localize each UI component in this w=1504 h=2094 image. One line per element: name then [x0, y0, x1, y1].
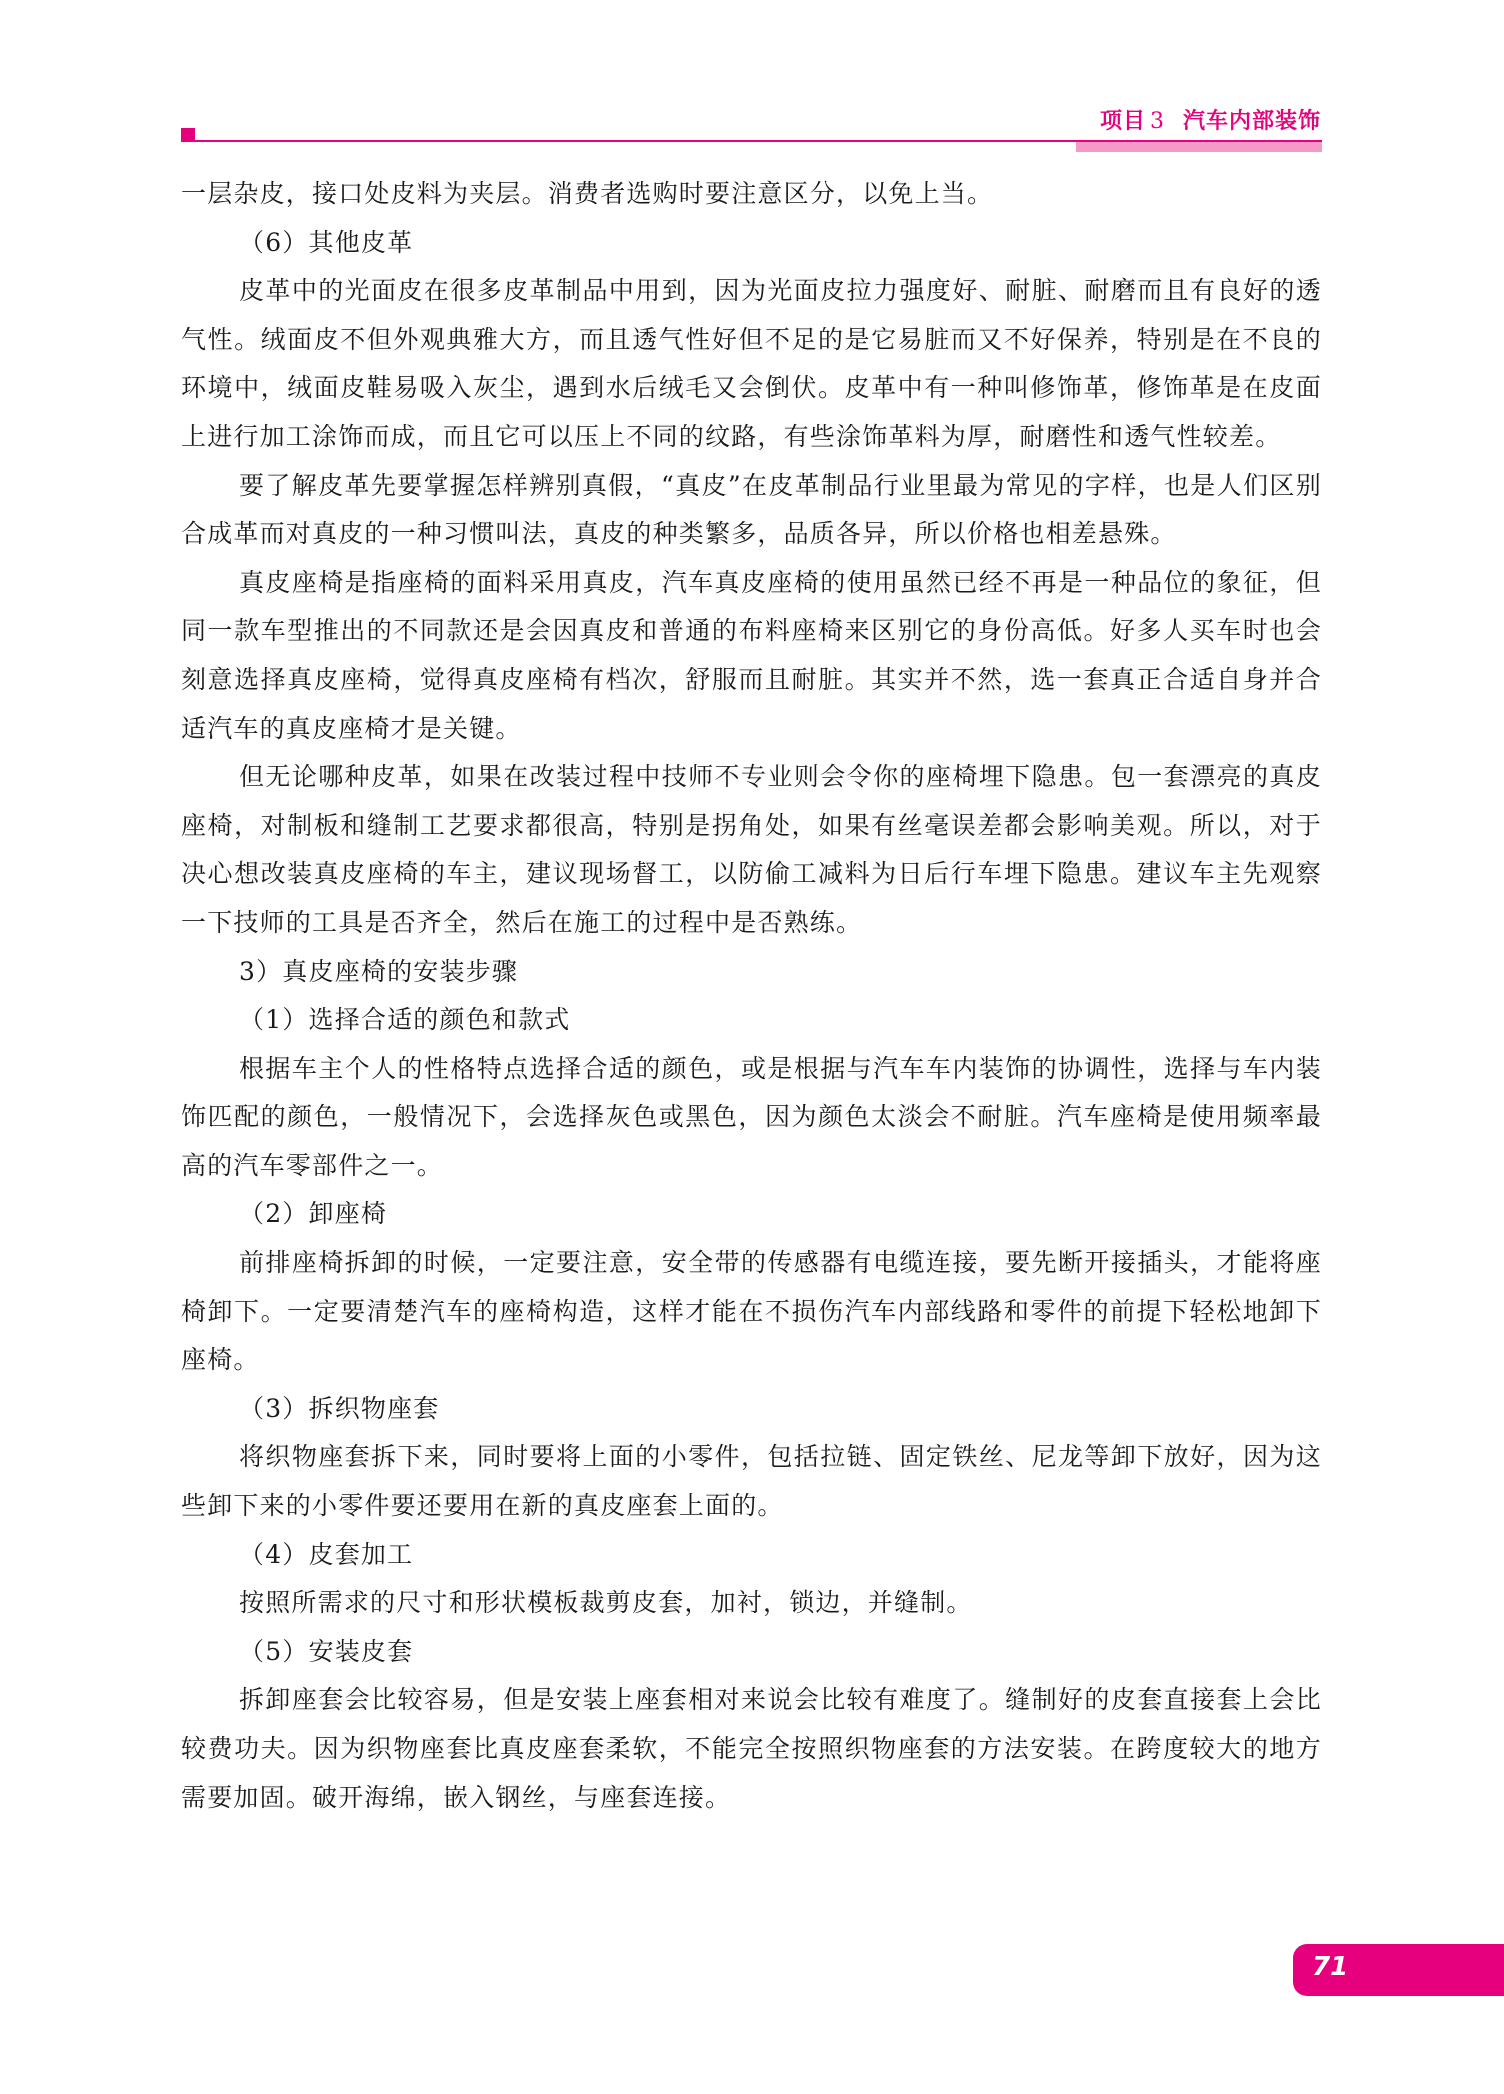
paragraph: 按照所需求的尺寸和形状模板裁剪皮套，加衬，锁边，并缝制。 — [239, 1588, 973, 1618]
paragraph: 要了解皮革先要掌握怎样辨别真假，“真皮”在皮革制品行业里最为常见的字样，也是人们区别合成革而对真皮的一种习惯叫法，真皮的种类繁多，品质各异，所以价格也相差悬殊。 — [181, 470, 1322, 549]
project-number: 3 — [1149, 109, 1165, 134]
subheading-other-leather: （6）其他皮革 — [239, 227, 414, 257]
paragraph: 但无论哪种皮革，如果在改装过程中技师不专业则会令你的座椅埋下隐患。包一套漂亮的真皮座椅，对制板和缝制工艺要求都很高，特别是拐角处，如果有丝毫误差都会影响美观。所以，对于决心想改装真皮座椅的车主，建议现场督工，以防偷工减料为日后行车埋下隐患。建议车主先观察一下技师的工具是否齐全，然后在施工的过程中是否熟练。 — [181, 762, 1322, 937]
subheading-step-5: （5）安装皮套 — [239, 1636, 414, 1666]
project-label: 项目 — [1099, 109, 1146, 134]
page-number: 71 — [1312, 1952, 1349, 1982]
chapter-title: 汽车内部装饰 — [1182, 109, 1321, 134]
section-heading-install-steps: 3）真皮座椅的安装步骤 — [239, 956, 519, 986]
paragraph: 前排座椅拆卸的时候，一定要注意，安全带的传感器有电缆连接，要先断开接插头，才能将座椅卸下。一定要清楚汽车的座椅构造，这样才能在不损伤汽车内部线路和零件的前提下轻松地卸下座椅。 — [181, 1248, 1322, 1375]
subheading-step-2: （2）卸座椅 — [239, 1199, 388, 1229]
page-header — [0, 0, 1504, 160]
subheading-step-1: （1）选择合适的颜色和款式 — [239, 1005, 571, 1035]
paragraph: 皮革中的光面皮在很多皮革制品中用到，因为光面皮拉力强度好、耐脏、耐磨而且有良好的透气性。绒面皮不但外观典雅大方，而且透气性好但不足的是它易脏而又不好保养，特别是在不良的环境中，绒面皮鞋易吸入灰尘，遇到水后绒毛又会倒伏。皮革中有一种叫修饰革，修饰革是在皮面上进行加工涂饰而成，而且它可以压上不同的纹路，有些涂饰革料为厚，耐磨性和透气性较差。 — [181, 276, 1322, 451]
paragraph: 拆卸座套会比较容易，但是安装上座套相对来说会比较有难度了。缝制好的皮套直接套上会比较费功夫。因为织物座套比真皮座套柔软，不能完全按照织物座套的方法安装。在跨度较大的地方需要加固。破开海绵，嵌入钢丝，与座套连接。 — [181, 1685, 1322, 1812]
subheading-step-3: （3）拆织物座套 — [239, 1393, 440, 1423]
paragraph: 真皮座椅是指座椅的面料采用真皮，汽车真皮座椅的使用虽然已经不再是一种品位的象征，但同一款车型推出的不同款还是会因真皮和普通的布料座椅来区别它的身份高低。好多人买车时也会刻意选择真皮座椅，觉得真皮座椅有档次，舒服而且耐脏。其实并不然，选一套真正合适自身并合适汽车的真皮座椅才是关键。 — [181, 567, 1322, 743]
subheading-step-4: （4）皮套加工 — [239, 1539, 414, 1569]
running-head — [1100, 104, 1321, 135]
paragraph: 将织物座套拆下来，同时要将上面的小零件，包括拉链、固定铁丝、尼龙等卸下放好，因为这些卸下来的小零件要还要用在新的真皮座套上面的。 — [181, 1442, 1322, 1521]
paragraph-continuation: 一层杂皮，接口处皮料为夹层。消费者选购时要注意区分，以免上当。 — [181, 179, 994, 208]
header-accent-band — [1076, 142, 1322, 152]
body-text — [181, 170, 1322, 1822]
paragraph: 根据车主个人的性格特点选择合适的颜色，或是根据与汽车车内装饰的协调性，选择与车内装饰匹配的颜色，一般情况下，会选择灰色或黑色，因为颜色太淡会不耐脏。汽车座椅是使用频率最高的汽车零部件之一。 — [181, 1053, 1322, 1180]
